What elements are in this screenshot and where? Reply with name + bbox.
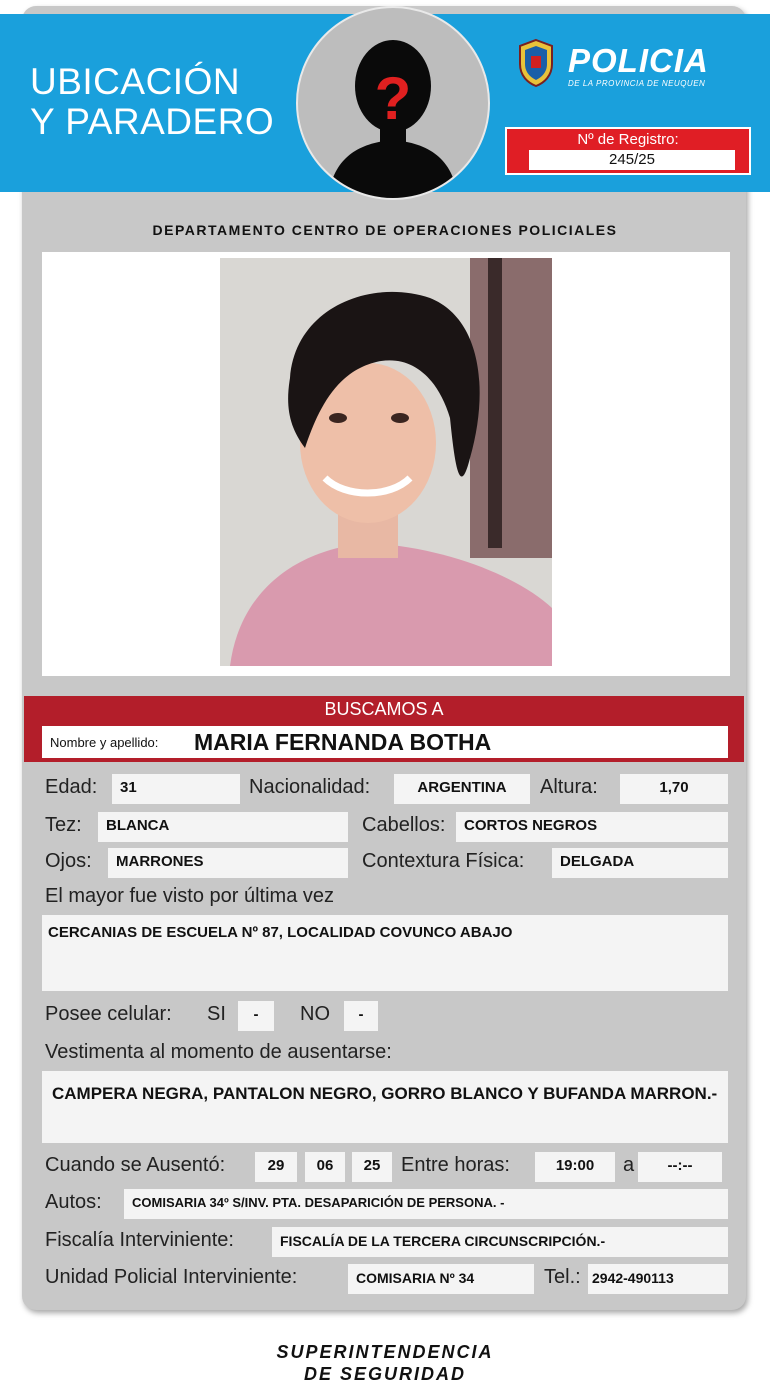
missing-person-photo — [220, 258, 552, 666]
poster-title — [30, 62, 274, 142]
ausento-mes: 06 — [305, 1152, 345, 1182]
altura-value: 1,70 — [620, 774, 728, 804]
contextura-value: DELGADA — [552, 848, 728, 878]
autos-value: COMISARIA 34º S/INV. PTA. DESAPARICIÓN DE PERSONA. - — [124, 1189, 728, 1219]
portrait-illustration — [220, 258, 552, 666]
vestimenta-value: CAMPERA NEGRA, PANTALON NEGRO, GORRO BLANCO Y BUFANDA MARRON.- — [42, 1071, 728, 1143]
autos-label: Autos: — [45, 1191, 102, 1213]
registro-box — [505, 127, 751, 175]
police-shield-icon — [517, 38, 555, 88]
name-box — [42, 726, 728, 758]
entre-horas-label: Entre horas: — [401, 1154, 510, 1176]
horas-a-label: a — [623, 1154, 635, 1176]
title-line-1: UBICACIÓN — [30, 61, 241, 102]
hora-desde: 19:00 — [535, 1152, 615, 1182]
fiscalia-value: FISCALÍA DE LA TERCERA CIRCUNSCRIPCIÓN.- — [272, 1227, 728, 1257]
visto-value: CERCANIAS DE ESCUELA Nº 87, LOCALIDAD COVUNCO ABAJO — [42, 915, 728, 991]
tel-label: Tel.: — [544, 1266, 581, 1288]
unidad-value: COMISARIA Nº 34 — [348, 1264, 534, 1294]
nacionalidad-value: ARGENTINA — [394, 774, 530, 804]
footer-line-1: SUPERINTENDENCIA — [276, 1342, 494, 1362]
ojos-value: MARRONES — [108, 848, 348, 878]
altura-label: Altura: — [540, 776, 598, 798]
name-value: MARIA FERNANDA BOTHA — [194, 729, 492, 755]
celular-si-label: SI — [207, 1003, 226, 1025]
unknown-person-avatar — [296, 6, 490, 200]
police-brand-subtitle: DE LA PROVINCIA DE NEUQUEN — [568, 79, 706, 88]
celular-no-value: - — [344, 1001, 378, 1031]
ojos-label: Ojos: — [45, 850, 92, 872]
visto-label: El mayor fue visto por última vez — [45, 885, 334, 907]
unidad-label: Unidad Policial Interviniente: — [45, 1266, 298, 1288]
footer-line-2: DE SEGURIDAD — [303, 1364, 466, 1384]
cabellos-label: Cabellos: — [362, 814, 446, 836]
search-title: BUSCAMOS A — [324, 699, 444, 719]
ausento-dia: 29 — [255, 1152, 297, 1182]
hora-hasta: --:-- — [638, 1152, 722, 1182]
tez-label: Tez: — [45, 814, 82, 836]
nacionalidad-label: Nacionalidad: — [249, 776, 371, 798]
celular-no-label: NO — [300, 1003, 330, 1025]
contextura-label: Contextura Física: — [362, 850, 525, 872]
celular-si-value: - — [238, 1001, 274, 1031]
ausento-label: Cuando se Ausentó: — [45, 1154, 226, 1176]
police-brand: POLICIA — [568, 42, 709, 79]
edad-label: Edad: — [45, 776, 98, 798]
question-mark-icon: ? — [374, 65, 412, 132]
cabellos-value: CORTOS NEGROS — [456, 812, 728, 842]
department-title: DEPARTAMENTO CENTRO DE OPERACIONES POLICIALES — [152, 222, 618, 238]
edad-value: 31 — [112, 774, 240, 804]
ausento-anio: 25 — [352, 1152, 392, 1182]
registro-label: Nº de Registro: — [577, 131, 679, 148]
fiscalia-label: Fiscalía Interviniente: — [45, 1229, 234, 1251]
vestimenta-label: Vestimenta al momento de ausentarse: — [45, 1041, 392, 1063]
tez-value: BLANCA — [98, 812, 348, 842]
celular-label: Posee celular: — [45, 1003, 172, 1025]
tel-value: 2942-490113 — [588, 1264, 728, 1294]
registro-value: 245/25 — [529, 150, 735, 170]
name-label: Nombre y apellido: — [50, 735, 159, 750]
title-line-2: Y PARADERO — [30, 101, 275, 142]
